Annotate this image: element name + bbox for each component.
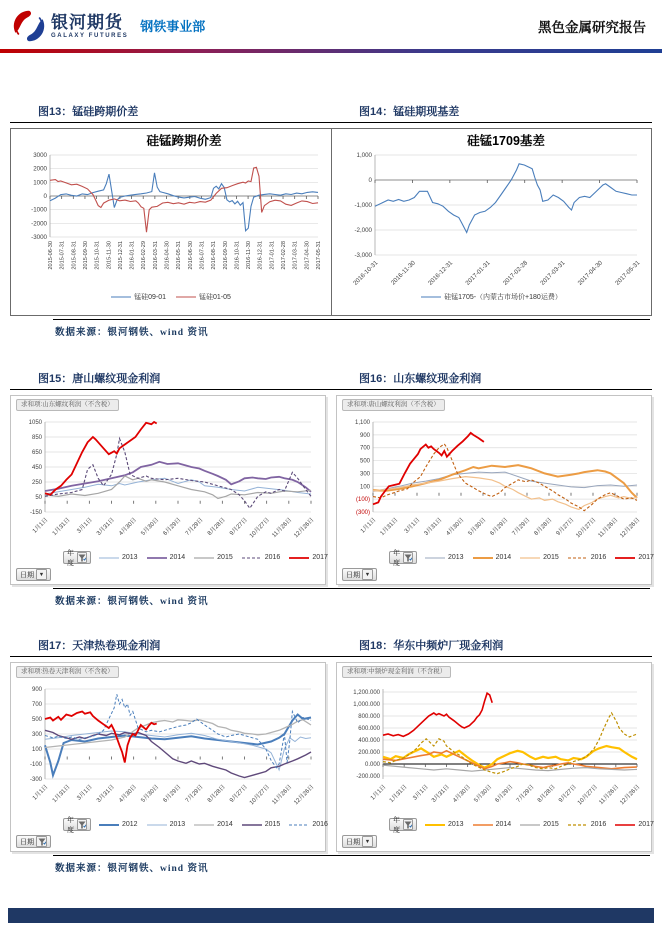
legend-swatch — [568, 555, 588, 561]
legend-item — [568, 554, 607, 561]
svg-text:2017-03-31: 2017-03-31 — [292, 241, 299, 270]
fig16-legend-field-button[interactable] — [389, 549, 417, 567]
fig17-plot — [15, 679, 321, 811]
svg-text:1月31日: 1月31日 — [51, 784, 72, 804]
legend-item — [289, 554, 328, 561]
legend-label: 2015 — [217, 554, 233, 561]
svg-text:4月30日: 4月30日 — [118, 517, 139, 537]
fig16-value-field-button[interactable]: 求和项:唐山螺纹利润（不含税） — [342, 399, 445, 411]
dropdown-arrow-icon: ▼ — [36, 569, 47, 580]
legend-label: 2016 — [312, 821, 328, 828]
svg-text:2017-04-30: 2017-04-30 — [576, 259, 604, 287]
chart-row-1 — [10, 128, 652, 316]
legend-label: 2015 — [543, 554, 559, 561]
svg-text:1月1日: 1月1日 — [31, 517, 50, 535]
svg-text:0: 0 — [43, 193, 47, 200]
legend-label: 2013 — [448, 821, 464, 828]
legend-swatch — [99, 555, 119, 561]
dropdown-arrow-icon: ▼ — [362, 569, 373, 580]
legend-label: 2014 — [169, 554, 186, 561]
svg-text:2016-07-31: 2016-07-31 — [199, 241, 206, 270]
svg-text:7月29日: 7月29日 — [515, 784, 536, 804]
svg-text:2016-10-31: 2016-10-31 — [234, 241, 241, 270]
svg-text:3月1日: 3月1日 — [412, 784, 430, 802]
svg-text:200.000: 200.000 — [358, 750, 380, 756]
fig17-legend — [99, 821, 375, 828]
svg-text:3月1日: 3月1日 — [76, 517, 94, 535]
svg-text:2017-02-28: 2017-02-28 — [281, 241, 288, 270]
svg-text:0: 0 — [368, 177, 372, 184]
svg-text:12月26日: 12月26日 — [293, 784, 316, 807]
fig18-series-2017 — [383, 693, 492, 736]
svg-text:2017-01-31: 2017-01-31 — [463, 259, 492, 287]
fig16-series-2016 — [373, 444, 637, 511]
report-body — [0, 103, 662, 874]
svg-text:2016-12-31: 2016-12-31 — [426, 259, 454, 287]
legend-item — [568, 821, 607, 828]
header — [0, 0, 662, 49]
legend-label: 2016 — [590, 821, 607, 828]
svg-text:-2000: -2000 — [31, 220, 47, 228]
fig17-axis-field-button[interactable] — [16, 835, 51, 848]
svg-text:2016-11-30: 2016-11-30 — [389, 259, 417, 287]
fig13-series-锰硅01-05 — [50, 167, 318, 232]
axis-field-label: 日期 — [346, 838, 360, 846]
svg-text:-150: -150 — [29, 510, 42, 516]
header-divider — [0, 49, 662, 53]
svg-text:900: 900 — [359, 432, 370, 439]
legend-swatch — [425, 822, 445, 828]
svg-text:2015-08-31: 2015-08-31 — [71, 241, 78, 270]
fig15-axis-field-button[interactable] — [16, 568, 51, 581]
legend-swatch — [289, 555, 309, 561]
fig15-value-field-button[interactable]: 求和项:山东螺纹利润（不含税） — [16, 399, 119, 411]
legend-swatch — [520, 822, 540, 828]
brand-block — [51, 14, 128, 39]
figure-13-title: 图13：锰硅跨期价差 — [38, 106, 139, 118]
svg-text:8月28日: 8月28日 — [206, 784, 227, 804]
fig16-legend-row — [337, 549, 654, 567]
fig13-legend — [111, 292, 231, 302]
filter-funnel-icon — [77, 552, 87, 563]
svg-text:-3000: -3000 — [31, 234, 47, 241]
fig15-series-2017 — [45, 422, 157, 495]
chart-fig13 — [11, 129, 331, 315]
axis-field-label: 日期 — [346, 571, 360, 579]
svg-text:50: 50 — [35, 495, 42, 501]
legend-label: 2014 — [217, 821, 233, 828]
legend-item — [289, 821, 328, 828]
legend-swatch — [194, 822, 214, 828]
svg-text:2017-03-31: 2017-03-31 — [538, 259, 567, 287]
svg-text:8月28日: 8月28日 — [536, 784, 557, 804]
fig17-legend-field-button[interactable] — [63, 816, 91, 834]
chart-row-2 — [10, 395, 652, 585]
legend-item — [194, 554, 233, 561]
data-source-note: 数据来源：银河钢铁、wind 资讯 — [55, 864, 209, 874]
svg-text:12月26日: 12月26日 — [619, 517, 642, 540]
figure-15-title: 图15：唐山螺纹现金利润 — [38, 373, 161, 385]
brand-name: 银河期货 — [51, 12, 123, 32]
footer-bar — [8, 908, 654, 923]
legend-label: 2016 — [264, 554, 281, 561]
svg-text:8月28日: 8月28日 — [206, 517, 227, 537]
svg-text:2016-05-31: 2016-05-31 — [176, 241, 183, 270]
svg-text:600.000: 600.000 — [358, 726, 380, 732]
svg-text:700: 700 — [359, 445, 370, 452]
galaxy-futures-logo-icon — [12, 9, 46, 43]
legend-item — [615, 821, 654, 828]
filter-funnel-icon — [404, 821, 412, 829]
chart-fig14 — [331, 129, 651, 315]
svg-text:硅锰1709基差: 硅锰1709基差 — [466, 134, 545, 148]
svg-text:2016-02-29: 2016-02-29 — [141, 241, 148, 270]
fig16-series-2013 — [373, 472, 637, 491]
fig18-axis-field-button[interactable] — [342, 835, 377, 848]
svg-text:650: 650 — [31, 450, 42, 456]
svg-text:11月26日: 11月26日 — [598, 784, 621, 807]
svg-text:2015-09-30: 2015-09-30 — [82, 241, 89, 270]
svg-text:3月1日: 3月1日 — [76, 784, 94, 802]
svg-text:2015-12-31: 2015-12-31 — [117, 241, 124, 270]
legend-item — [425, 821, 464, 828]
fig18-plot — [341, 679, 647, 811]
svg-text:2015-10-31: 2015-10-31 — [94, 241, 101, 270]
svg-text:2017-04-30: 2017-04-30 — [304, 241, 311, 270]
legend-item — [147, 821, 186, 828]
legend-swatch — [99, 822, 119, 828]
brand-name-en: GALAXY FUTURES — [51, 32, 129, 39]
svg-text:1,200.000: 1,200.000 — [353, 690, 380, 696]
svg-text:11月26日: 11月26日 — [597, 517, 620, 540]
filter-funnel-icon — [77, 819, 87, 830]
legend-item — [111, 292, 166, 302]
svg-text:3000: 3000 — [33, 152, 47, 159]
svg-text:100: 100 — [359, 484, 370, 491]
legend-item — [520, 821, 559, 828]
svg-text:(100): (100) — [355, 497, 370, 504]
svg-text:10月27日: 10月27日 — [575, 517, 598, 540]
svg-text:1月31日: 1月31日 — [51, 517, 72, 537]
legend-label: 2013 — [448, 554, 464, 561]
filter-funnel-icon — [38, 838, 46, 846]
legend-label: 锰硅09-01 — [134, 294, 166, 301]
svg-text:500: 500 — [359, 458, 370, 465]
chart-fig16 — [336, 395, 652, 585]
legend-swatch — [111, 294, 131, 300]
legend-label: 2013 — [122, 554, 138, 561]
legend-swatch — [147, 822, 167, 828]
filter-funnel-icon — [78, 554, 86, 562]
svg-text:900: 900 — [31, 687, 42, 693]
legend-label: 2012 — [122, 821, 138, 828]
legend-item — [421, 292, 562, 302]
svg-text:2017-05-31: 2017-05-31 — [316, 241, 322, 270]
axis-field-label: 日期 — [20, 838, 34, 846]
svg-text:2016-10-31: 2016-10-31 — [351, 259, 379, 287]
svg-text:7月29日: 7月29日 — [184, 784, 205, 804]
svg-text:-200.000: -200.000 — [356, 774, 380, 780]
report-title: 黑色金属研究报告 — [538, 20, 646, 35]
svg-text:0.000: 0.000 — [364, 762, 380, 768]
svg-text:4月30日: 4月30日 — [445, 517, 466, 537]
fig17-value-field-button[interactable]: 求和项:热卷天津利润（不含税） — [16, 666, 119, 678]
legend-item — [615, 554, 654, 561]
svg-text:300: 300 — [31, 732, 42, 738]
legend-label: 2013 — [169, 821, 186, 828]
svg-text:1月1日: 1月1日 — [369, 784, 388, 802]
axis-field-label: 日期 — [20, 571, 34, 579]
svg-text:5月30日: 5月30日 — [473, 784, 494, 804]
fig18-legend-field-button[interactable] — [389, 816, 417, 834]
svg-text:2017-01-31: 2017-01-31 — [269, 241, 276, 270]
figure-14-title: 图14：锰硅期现基差 — [359, 106, 460, 118]
chart-row-3 — [10, 662, 652, 852]
svg-text:3月31日: 3月31日 — [96, 784, 116, 804]
svg-text:800.000: 800.000 — [358, 714, 380, 720]
data-source-note: 数据来源：银河钢铁、wind 资讯 — [55, 328, 209, 338]
fig15-legend-row — [11, 549, 328, 567]
legend-label: 硅锰1705-（内蒙古市场价+180运费） — [444, 294, 562, 301]
legend-item — [242, 821, 281, 828]
svg-text:2017-05-31: 2017-05-31 — [613, 259, 641, 287]
svg-text:8月28日: 8月28日 — [533, 517, 554, 537]
fig15-plot — [15, 412, 321, 544]
svg-text:3月1日: 3月1日 — [403, 517, 422, 535]
legend-label: 2015 — [543, 821, 559, 828]
fig17-legend-row — [11, 816, 328, 834]
legend-field-label: 年度 — [393, 549, 400, 567]
svg-text:100: 100 — [31, 747, 42, 753]
svg-text:1,100: 1,100 — [354, 420, 370, 426]
svg-text:11月26日: 11月26日 — [271, 517, 294, 540]
fig18-legend — [425, 821, 654, 828]
figure-titles-row — [10, 370, 652, 390]
svg-text:-1,000: -1,000 — [353, 202, 372, 209]
fig16-legend — [425, 554, 654, 561]
legend-label: 2017 — [312, 554, 328, 561]
svg-text:3月31日: 3月31日 — [423, 517, 444, 537]
legend-item — [242, 554, 281, 561]
svg-text:11月26日: 11月26日 — [271, 784, 294, 807]
filter-funnel-icon — [404, 554, 412, 562]
legend-item — [194, 821, 233, 828]
figure-16-title: 图16：山东螺纹现金利润 — [359, 373, 482, 385]
legend-swatch — [242, 555, 262, 561]
fig14-legend — [421, 292, 562, 302]
svg-text:5月30日: 5月30日 — [140, 517, 161, 537]
legend-item — [473, 821, 512, 828]
legend-swatch — [615, 822, 635, 828]
legend-swatch — [289, 822, 309, 828]
svg-text:500: 500 — [31, 717, 42, 723]
fig15-legend — [99, 554, 328, 561]
legend-swatch — [242, 822, 262, 828]
fig13-plot — [12, 131, 330, 289]
legend-swatch — [194, 555, 214, 561]
svg-text:1月1日: 1月1日 — [359, 517, 378, 535]
svg-text:850: 850 — [31, 435, 42, 441]
fig18-value-field-button[interactable]: 求和项:中频炉现金利润（不含税） — [342, 666, 451, 678]
figure-section-13-14 — [10, 103, 652, 338]
svg-text:700: 700 — [31, 702, 42, 708]
svg-text:-1000: -1000 — [31, 206, 47, 214]
svg-text:2000: 2000 — [33, 165, 47, 173]
svg-text:400.000: 400.000 — [358, 738, 380, 744]
legend-swatch — [568, 822, 588, 828]
legend-swatch — [176, 294, 196, 300]
svg-text:1月31日: 1月31日 — [379, 517, 400, 537]
svg-text:6月29日: 6月29日 — [489, 517, 510, 537]
legend-item — [99, 821, 138, 828]
legend-label: 2015 — [264, 821, 281, 828]
fig17-series-2012 — [45, 715, 311, 776]
fig16-plot — [341, 412, 647, 544]
department-label: 钢铁事业部 — [140, 19, 206, 34]
legend-field-label: 年度 — [393, 816, 400, 834]
legend-swatch — [421, 294, 441, 300]
svg-text:10月27日: 10月27日 — [576, 784, 600, 807]
legend-swatch — [147, 555, 167, 561]
filter-funnel-icon — [403, 552, 413, 563]
legend-item — [425, 554, 464, 561]
legend-item — [99, 554, 138, 561]
legend-swatch — [473, 555, 493, 561]
svg-text:2017-02-28: 2017-02-28 — [501, 259, 529, 287]
legend-label: 锰硅01-05 — [199, 294, 231, 301]
filter-funnel-icon — [78, 821, 86, 829]
svg-text:硅锰跨期价差: 硅锰跨期价差 — [146, 134, 222, 148]
svg-text:-100: -100 — [29, 762, 42, 768]
svg-text:3月31日: 3月31日 — [431, 784, 451, 804]
svg-text:1月1日: 1月1日 — [31, 784, 50, 802]
fig15-legend-field-button[interactable] — [63, 549, 91, 567]
svg-text:12月26日: 12月26日 — [619, 784, 642, 807]
figure-18-title: 图18：华东中频炉厂现金利润 — [359, 640, 504, 652]
figure-section-15-16 — [10, 370, 652, 607]
filter-funnel-icon — [36, 836, 47, 847]
svg-text:4月30日: 4月30日 — [452, 784, 473, 804]
svg-text:4月30日: 4月30日 — [118, 784, 139, 804]
legend-swatch — [425, 555, 445, 561]
svg-text:300: 300 — [359, 471, 370, 478]
svg-text:9月27日: 9月27日 — [558, 784, 578, 804]
svg-text:(300): (300) — [355, 510, 370, 516]
dropdown-arrow-icon: ▼ — [362, 836, 373, 847]
svg-text:7月29日: 7月29日 — [184, 517, 205, 537]
svg-text:10月27日: 10月27日 — [248, 784, 272, 807]
svg-text:7月29日: 7月29日 — [511, 517, 532, 537]
legend-item — [147, 554, 186, 561]
svg-text:-2,000: -2,000 — [353, 227, 372, 234]
fig14-series-硅锰1705-（内蒙古市场价+180运费） — [375, 164, 637, 233]
legend-field-label: 年度 — [67, 549, 74, 567]
legend-item — [176, 292, 231, 302]
legend-swatch — [615, 555, 635, 561]
fig13-series-锰硅09-01 — [50, 173, 318, 231]
legend-field-label: 年度 — [67, 816, 74, 834]
legend-item — [520, 554, 559, 561]
legend-label: 2014 — [495, 821, 512, 828]
filter-funnel-icon — [403, 819, 413, 830]
chart-fig18 — [336, 662, 652, 852]
svg-text:-3,000: -3,000 — [353, 252, 372, 259]
figure-17-title: 图17：天津热卷现金利润 — [38, 640, 161, 652]
svg-text:1000: 1000 — [33, 179, 47, 187]
svg-text:450: 450 — [31, 465, 42, 471]
figure-section-17-18 — [10, 637, 652, 874]
chart-fig15 — [10, 395, 326, 585]
svg-text:2015-11-30: 2015-11-30 — [106, 241, 113, 270]
legend-label: 2017 — [638, 821, 654, 828]
svg-text:2015-07-31: 2015-07-31 — [59, 241, 66, 270]
svg-text:9月27日: 9月27日 — [229, 517, 249, 537]
svg-text:1,000.000: 1,000.000 — [353, 702, 380, 708]
svg-text:2015-06-30: 2015-06-30 — [48, 241, 54, 270]
svg-text:2016-09-30: 2016-09-30 — [222, 241, 229, 270]
svg-text:9月27日: 9月27日 — [229, 784, 249, 804]
svg-text:2016-12-31: 2016-12-31 — [257, 241, 264, 270]
svg-text:5月30日: 5月30日 — [467, 517, 488, 537]
svg-text:1月31日: 1月31日 — [388, 784, 409, 804]
svg-text:-300: -300 — [29, 777, 42, 783]
svg-text:6月29日: 6月29日 — [162, 517, 183, 537]
figure-titles-row — [10, 637, 652, 657]
svg-text:9月27日: 9月27日 — [555, 517, 576, 537]
svg-text:6月29日: 6月29日 — [494, 784, 515, 804]
svg-text:3月31日: 3月31日 — [96, 517, 116, 537]
svg-text:10月27日: 10月27日 — [248, 517, 272, 540]
fig16-axis-field-button[interactable] — [342, 568, 377, 581]
data-source-note: 数据来源：银河钢铁、wind 资讯 — [55, 597, 209, 607]
chart-fig17 — [10, 662, 326, 852]
svg-text:2016-04-30: 2016-04-30 — [164, 241, 171, 270]
svg-text:2016-11-30: 2016-11-30 — [246, 241, 253, 270]
svg-text:250: 250 — [31, 480, 42, 486]
figure-titles-row — [10, 103, 652, 123]
legend-swatch — [473, 822, 493, 828]
svg-text:1,000: 1,000 — [356, 152, 372, 159]
fig18-legend-row — [337, 816, 654, 834]
legend-swatch — [520, 555, 540, 561]
svg-text:1050: 1050 — [28, 420, 42, 426]
svg-text:2016-06-30: 2016-06-30 — [187, 241, 194, 270]
svg-text:2016-03-31: 2016-03-31 — [152, 241, 159, 270]
svg-text:2016-08-31: 2016-08-31 — [211, 241, 218, 270]
legend-label: 2017 — [638, 554, 654, 561]
legend-label: 2014 — [495, 554, 512, 561]
legend-label: 2016 — [590, 554, 607, 561]
svg-text:2016-01-31: 2016-01-31 — [129, 241, 136, 270]
legend-item — [473, 554, 512, 561]
svg-text:6月29日: 6月29日 — [162, 784, 183, 804]
svg-text:12月26日: 12月26日 — [293, 517, 316, 540]
svg-text:5月30日: 5月30日 — [140, 784, 161, 804]
fig14-plot — [333, 131, 651, 289]
